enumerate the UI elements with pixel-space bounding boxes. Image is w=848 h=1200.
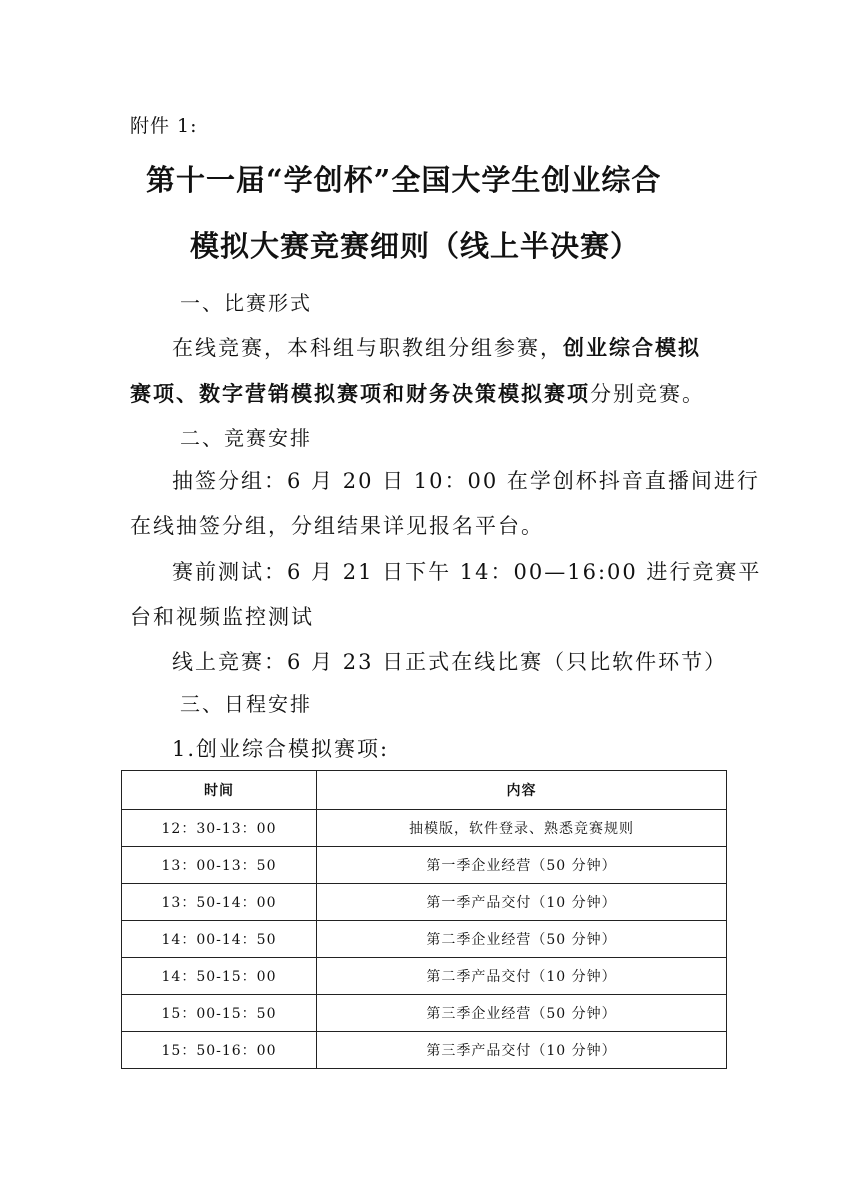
section-1-heading: 一、比赛形式: [180, 291, 312, 315]
table-cell-time: 14：50-15：00: [122, 958, 317, 995]
table-row: [122, 921, 727, 958]
table-cell-time: 15：50-16：00: [122, 1032, 317, 1069]
draw-paragraph-line-1: 抽签分组：6 月 20 日 10：00 在学创杯抖音直播间进行: [172, 469, 760, 493]
table-cell-time: 12：30-13：00: [122, 810, 317, 847]
table-cell-content: 第三季产品交付（10 分钟）: [317, 1032, 727, 1069]
table-row: [122, 995, 727, 1032]
table-header-content: 内容: [317, 771, 727, 810]
section-3-heading: 三、日程安排: [180, 692, 312, 716]
test-paragraph-line-1: 赛前测试：6 月 21 日下午 14：00—16:00 进行竞赛平: [172, 560, 762, 584]
table-row: [122, 1032, 727, 1069]
document-title-line-2: 模拟大赛竞赛细则（线上半决赛）: [190, 229, 641, 263]
table-cell-content: 第一季产品交付（10 分钟）: [317, 884, 727, 921]
document-title-line-1: 第十一届“学创杯”全国大学生创业综合: [146, 163, 662, 197]
table-row: [122, 810, 727, 847]
table-header-row: [122, 771, 727, 810]
attachment-label: 附件 1:: [130, 115, 198, 137]
table-cell-time: 13：00-13：50: [122, 847, 317, 884]
table-cell-content: 第二季产品交付（10 分钟）: [317, 958, 727, 995]
draw-paragraph-line-2: 在线抽签分组，分组结果详见报名平台。: [130, 514, 544, 538]
table-cell-content: 第二季企业经营（50 分钟）: [317, 921, 727, 958]
format-text-end: 分别竞赛。: [590, 382, 705, 406]
section-2-heading: 二、竞赛安排: [180, 426, 312, 450]
format-emphasis-1: 创业综合模拟: [563, 335, 701, 360]
format-text: 在线竞赛，本科组与职教组分组参赛，: [172, 336, 563, 360]
section-1-paragraph-line-2: [130, 380, 705, 408]
table-cell-content: 第三季企业经营（50 分钟）: [317, 995, 727, 1032]
table-cell-time: 13：50-14：00: [122, 884, 317, 921]
online-paragraph: 线上竞赛：6 月 23 日正式在线比赛（只比软件环节）: [172, 650, 728, 674]
format-emphasis-2: 赛项、数字营销模拟赛项和财务决策模拟赛项: [130, 381, 590, 406]
test-paragraph-line-2: 台和视频监控测试: [130, 605, 314, 629]
table-header-time: 时间: [122, 771, 317, 810]
subsection-1-label: 1.创业综合模拟赛项:: [172, 737, 390, 761]
schedule-table: [121, 770, 727, 1069]
table-cell-time: 15：00-15：50: [122, 995, 317, 1032]
table-row: [122, 884, 727, 921]
table-cell-content: 第一季企业经营（50 分钟）: [317, 847, 727, 884]
table-cell-time: 14：00-14：50: [122, 921, 317, 958]
table-row: [122, 958, 727, 995]
section-1-paragraph-line-1: [172, 334, 701, 362]
table-cell-content: 抽模版，软件登录、熟悉竞赛规则: [317, 810, 727, 847]
table-row: [122, 847, 727, 884]
